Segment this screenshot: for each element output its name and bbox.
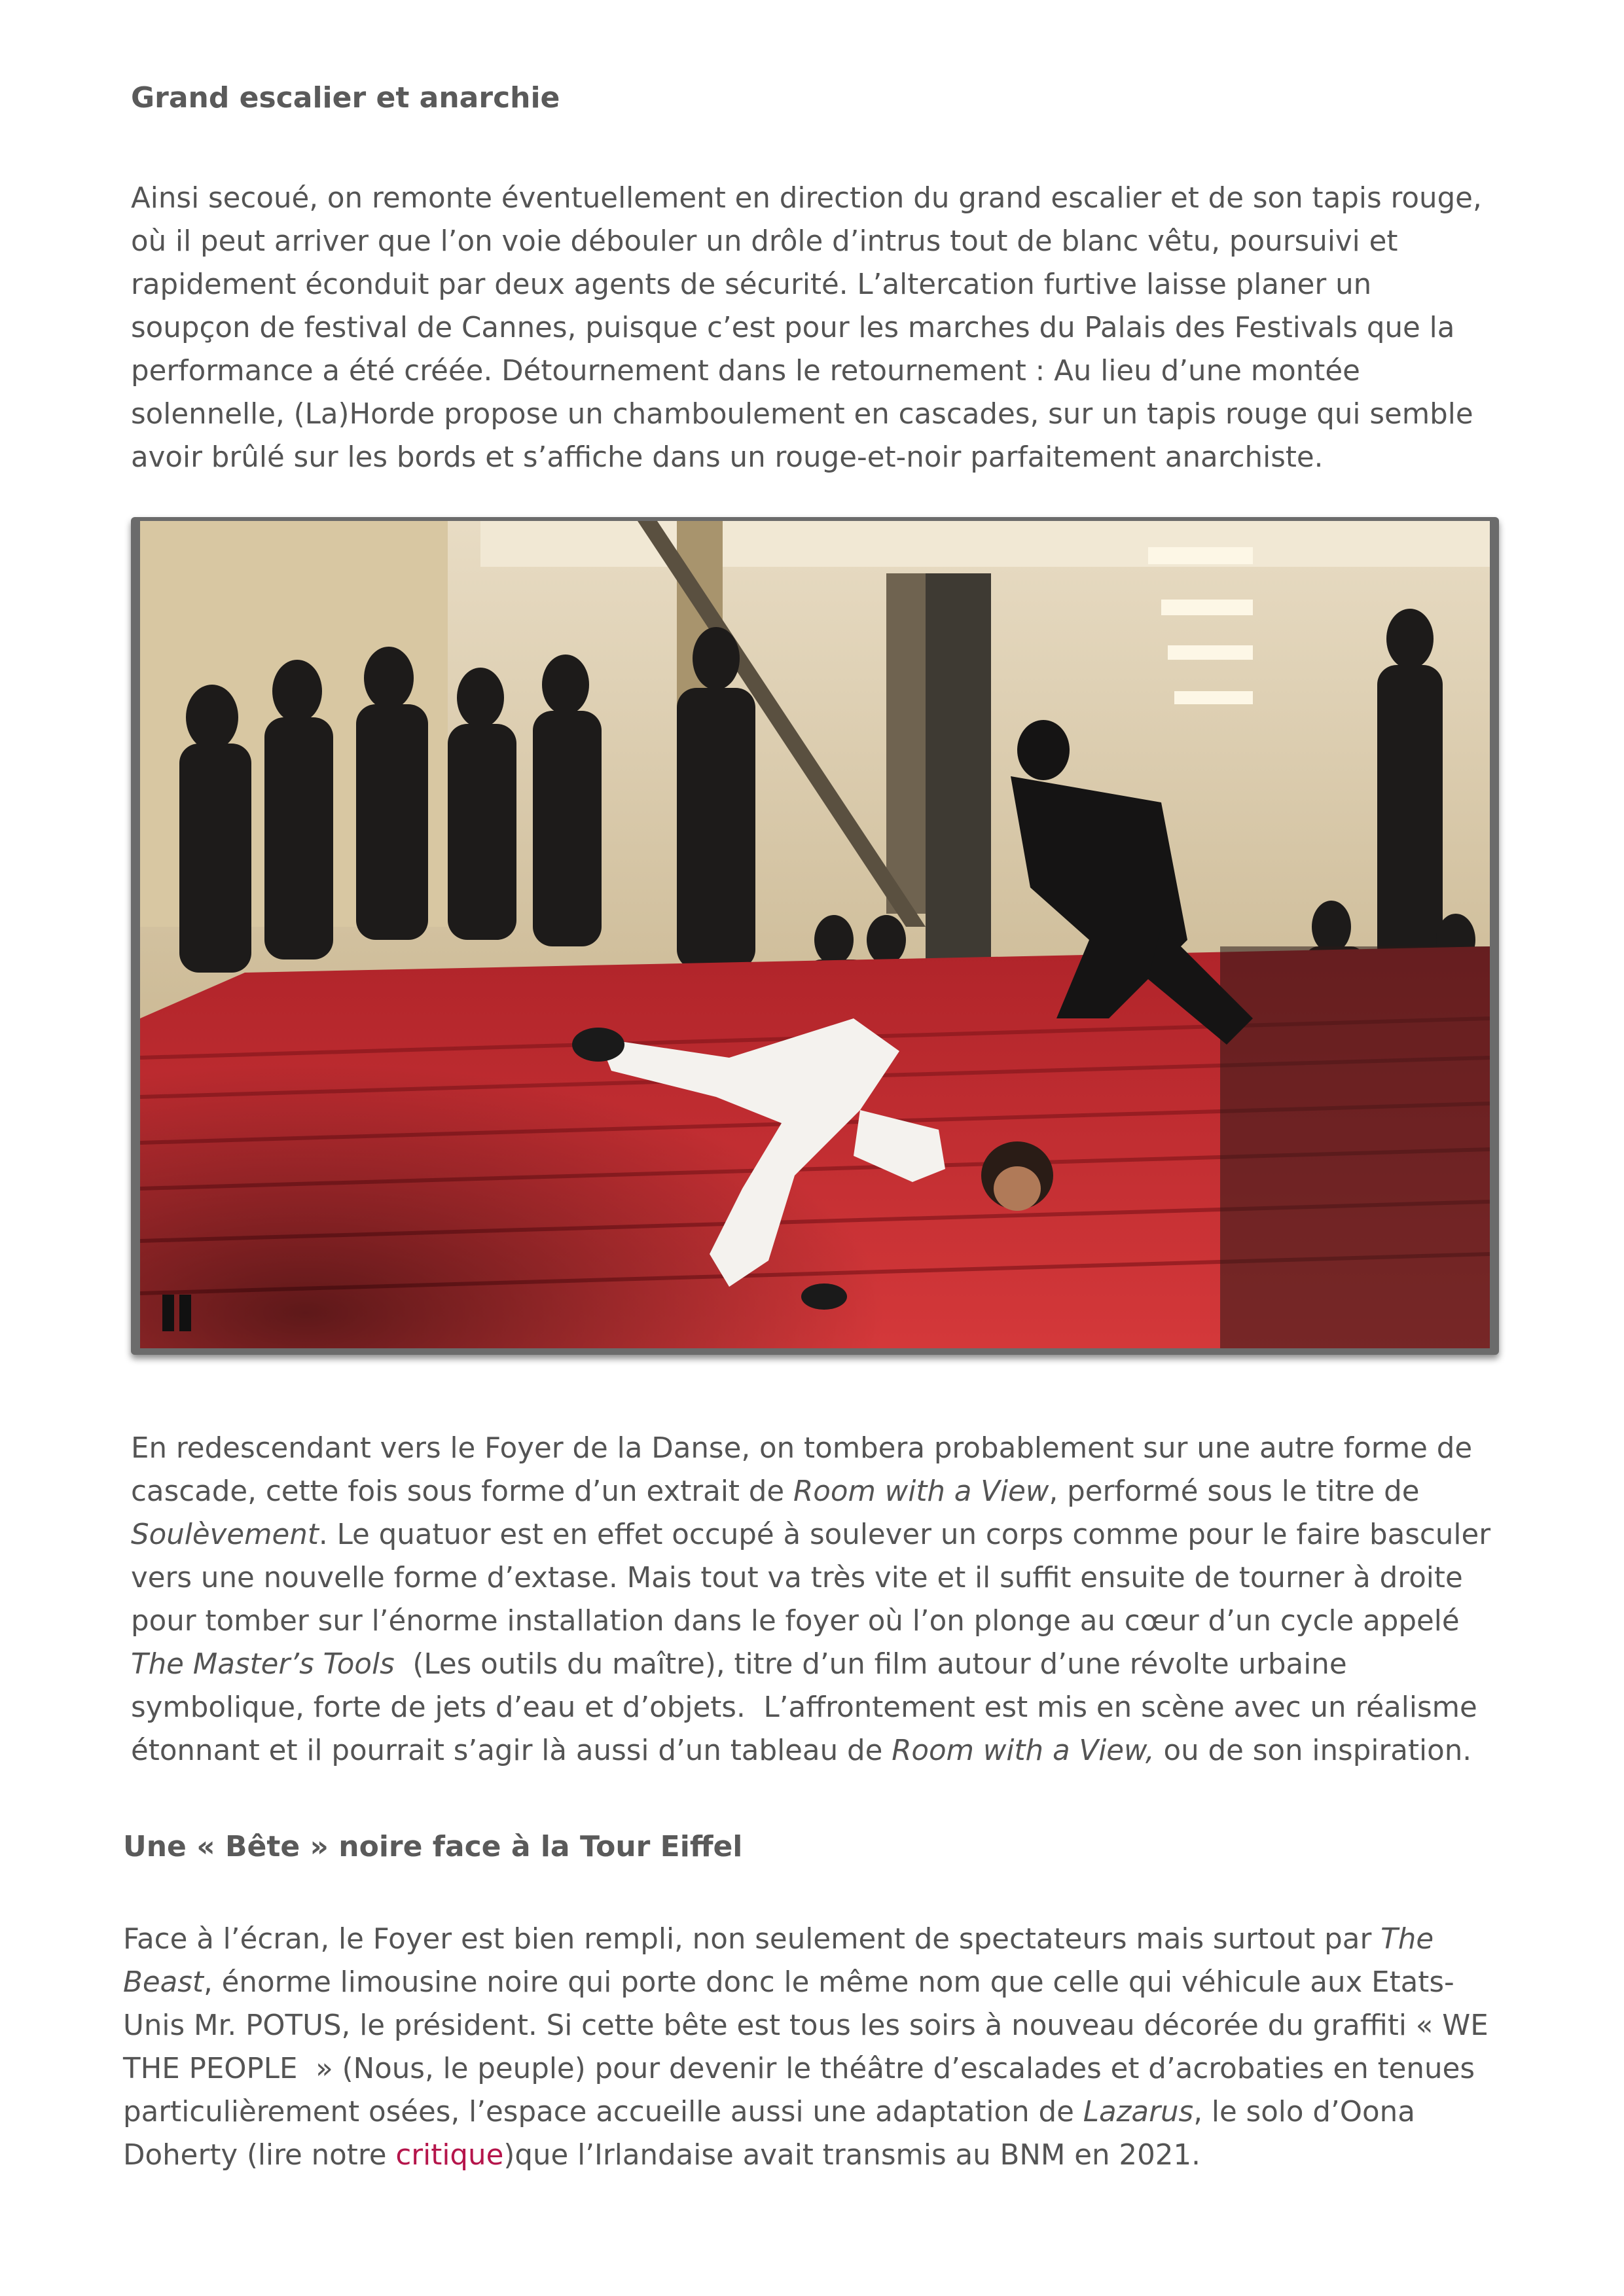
text-line: cascade, cette fois sous forme d’un extrait de Room with a View, performé sous le titre de bbox=[131, 1475, 1420, 1508]
section-heading-bete-noire: Une « Bête » noire face à la Tour Eiffel bbox=[123, 1830, 743, 1863]
text-line: vers une nouvelle forme d’extase. Mais tout va très vite et il suffit ensuite de tourner à droite bbox=[131, 1562, 1463, 1594]
text-line: particulièrement osées, l’espace accueille aussi une adaptation de Lazarus, le solo d’Oona bbox=[123, 2096, 1415, 2128]
photo-illustration bbox=[140, 521, 1490, 1348]
text-line: Face à l’écran, le Foyer est bien rempli, non seulement de spectateurs mais surtout par The bbox=[123, 1923, 1434, 1956]
text-line: symbolique, forte de jets d’eau et d’objets. L’affrontement est mis en scène avec un réalisme bbox=[131, 1691, 1477, 1724]
text-line: rapidement éconduit par deux agents de sécurité. L’altercation furtive laisse planer un bbox=[131, 268, 1372, 301]
text-line: pour tomber sur l’énorme installation dans le foyer où l’on plonge au cœur d’un cycle appelé bbox=[131, 1605, 1460, 1638]
paragraph-the-beast bbox=[123, 1918, 1489, 2177]
staircase-performance-photo bbox=[140, 521, 1490, 1348]
text-line: The Master’s Tools (Les outils du maître), titre d’un film autour d’une révolte urbaine bbox=[131, 1648, 1347, 1681]
text-line: solennelle, (La)Horde propose un chamboulement en cascades, sur un tapis rouge qui semble bbox=[131, 398, 1473, 431]
text-line: où il peut arriver que l’on voie débouler un drôle d’intrus tout de blanc vêtu, poursuivi et bbox=[131, 225, 1398, 258]
critique-link[interactable]: critique bbox=[395, 2139, 504, 2172]
text-line: Soulèvement. Le quatuor est en effet occupé à soulever un corps comme pour le faire basculer bbox=[131, 1518, 1491, 1551]
text-line: Ainsi secoué, on remonte éventuellement en direction du grand escalier et de son tapis rouge, bbox=[131, 182, 1482, 215]
text-line: Unis Mr. POTUS, le président. Si cette bête est tous les soirs à nouveau décorée du graffiti « WE bbox=[123, 2009, 1489, 2042]
text-line: En redescendant vers le Foyer de la Danse, on tombera probablement sur une autre forme de bbox=[131, 1432, 1473, 1465]
text-line: soupçon de festival de Cannes, puisque c’est pour les marches du Palais des Festivals que la bbox=[131, 312, 1455, 344]
text-line: étonnant et il pourrait s’agir là aussi d’un tableau de Room with a View, ou de son inspiration. bbox=[131, 1734, 1472, 1767]
paragraph-grand-escalier bbox=[131, 177, 1482, 479]
photo-frame bbox=[131, 517, 1499, 1355]
text-line: Beast, énorme limousine noire qui porte donc le même nom que celle qui véhicule aux Etats- bbox=[123, 1966, 1454, 1999]
paragraph-foyer-danse bbox=[131, 1427, 1490, 1772]
pause-icon[interactable] bbox=[158, 1295, 195, 1331]
text-line: THE PEOPLE » (Nous, le peuple) pour devenir le théâtre d’escalades et d’acrobaties en tenues bbox=[123, 2053, 1475, 2085]
text-line: avoir brûlé sur les bords et s’affiche dans un rouge-et-noir parfaitement anarchiste. bbox=[131, 441, 1324, 474]
text-line: performance a été créée. Détournement dans le retournement : Au lieu d’une montée bbox=[131, 355, 1360, 387]
section-heading-grand-escalier: Grand escalier et anarchie bbox=[131, 81, 560, 115]
text-line: Doherty (lire notre critique)que l’Irlandaise avait transmis au BNM en 2021. bbox=[123, 2139, 1200, 2172]
